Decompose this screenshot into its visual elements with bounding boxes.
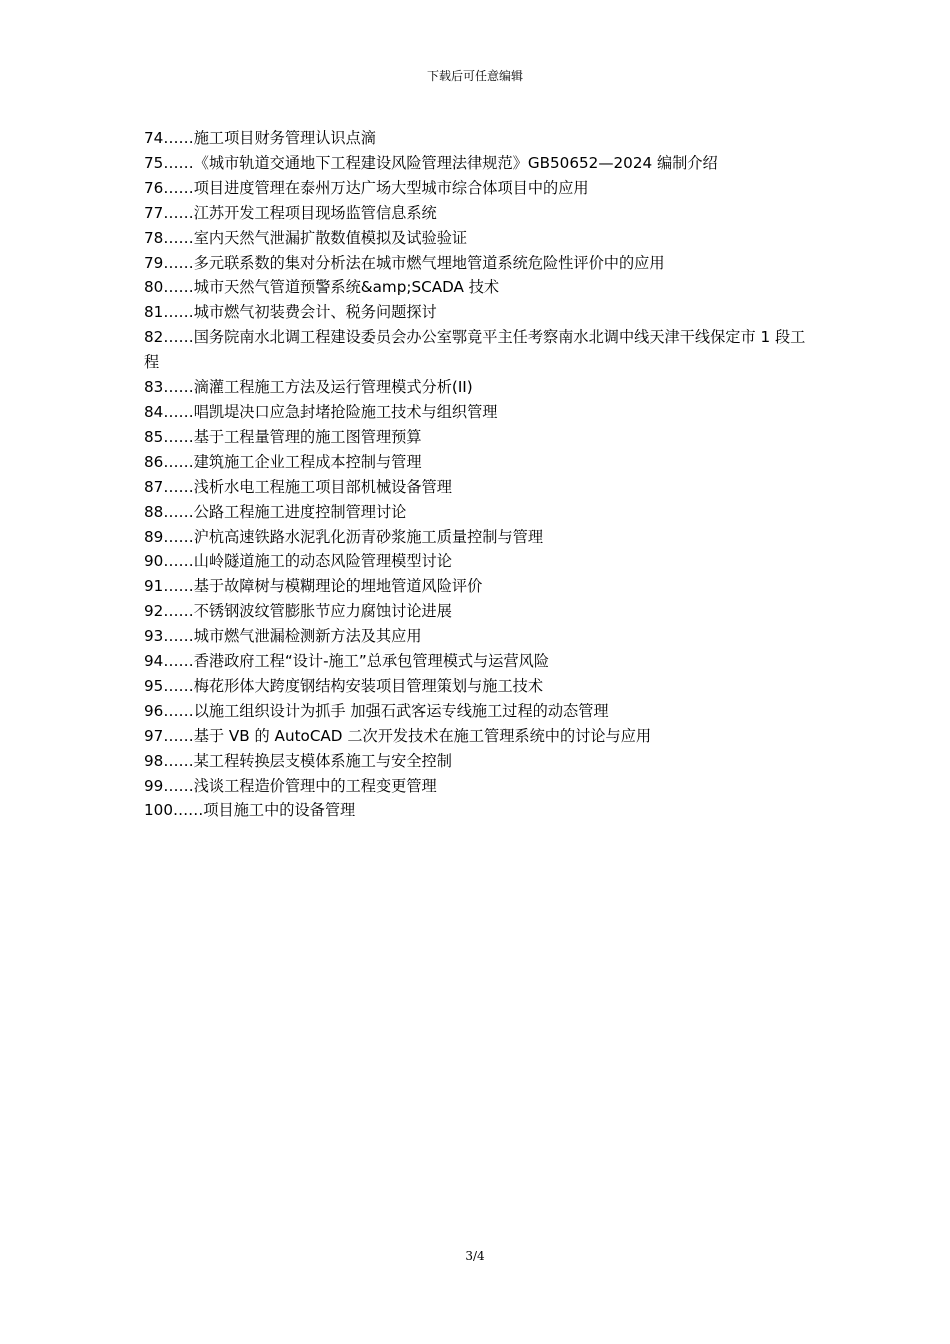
list-item: 82……国务院南水北调工程建设委员会办公室鄂竟平主任考察南水北调中线天津干线保定市 1 段工程 [144,328,806,372]
list-item: 79……多元联系数的集对分析法在城市燃气埋地管道系统危险性评价中的应用 [144,253,665,272]
list-item: 92……不锈钢波纹管膨胀节应力腐蚀讨论进展 [144,602,452,621]
list-item: 98……某工程转换层支模体系施工与安全控制 [144,751,452,770]
list-item: 74……施工项目财务管理认识点滴 [144,129,376,147]
list-item: 94……香港政府工程“设计-施工”总承包管理模式与运营风险 [144,652,550,671]
list-item: 80……城市天然气管道预警系统&amp;SCADA 技术 [144,278,500,297]
list-item: 77……江苏开发工程项目现场监管信息系统 [144,203,437,222]
list-item: 96……以施工组织设计为抓手 加强石武客运专线施工过程的动态管理 [144,701,609,720]
page-number: 3/4 [465,1249,485,1263]
list-item: 93……城市燃气泄漏检测新方法及其应用 [144,627,422,646]
list-item: 85……基于工程量管理的施工图管理预算 [144,427,422,446]
list-item: 83……滴灌工程施工方法及运行管理模式分析(II) [144,378,473,397]
list-item: 86……建筑施工企业工程成本控制与管理 [144,452,422,471]
list-item: 78……室内天然气泄漏扩散数值模拟及试验验证 [144,228,468,247]
list-item: 91……基于故障树与模糊理论的埋地管道风险评价 [144,577,483,596]
list-item: 75……《城市轨道交通地下工程建设风险管理法律规范》GB50652—2024 编制介绍 [144,153,718,172]
list-item: 89……沪杭高速铁路水泥乳化沥青砂浆施工质量控制与管理 [144,527,544,546]
list-item: 76……项目进度管理在泰州万达广场大型城市综合体项目中的应用 [144,178,589,197]
list-item: 88……公路工程施工进度控制管理讨论 [144,502,407,521]
toc-list [144,126,809,823]
page-header: 下载后可任意编辑 [426,69,523,83]
list-item: 100……项目施工中的设备管理 [144,801,356,820]
list-item: 87……浅析水电工程施工项目部机械设备管理 [144,477,452,496]
list-item: 97……基于 VB 的 AutoCAD 二次开发技术在施工管理系统中的讨论与应用 [144,726,652,745]
list-item: 81……城市燃气初装费会计、税务问题探讨 [144,303,437,322]
list-item: 95……梅花形体大跨度钢结构安装项目管理策划与施工技术 [144,676,544,695]
list-item: 99……浅谈工程造价管理中的工程变更管理 [144,776,437,795]
list-item: 90……山岭隧道施工的动态风险管理模型讨论 [144,552,452,571]
list-item: 84……唱凯堤决口应急封堵抢险施工技术与组织管理 [144,402,498,421]
